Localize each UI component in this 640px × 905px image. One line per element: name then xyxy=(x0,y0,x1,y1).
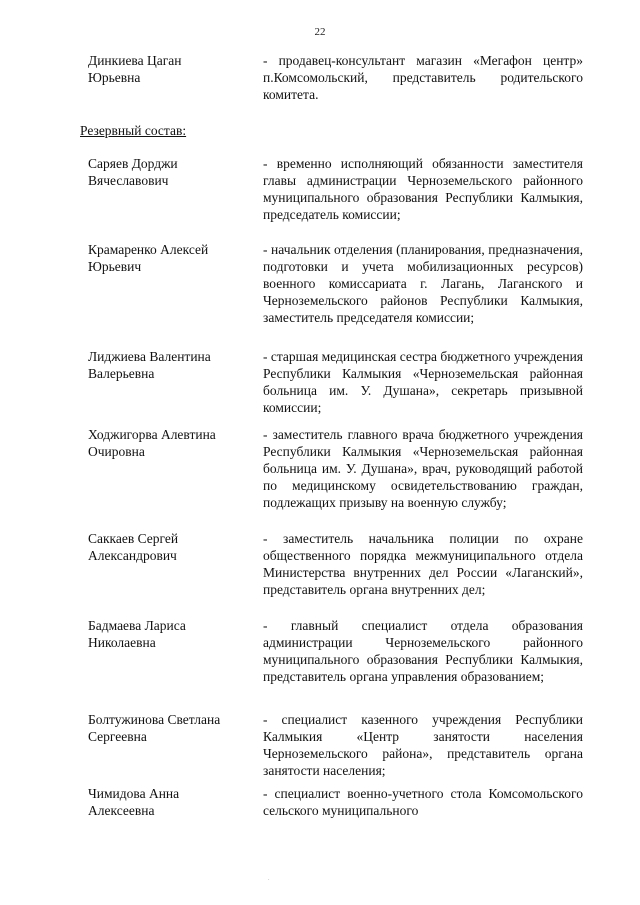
member-name: Бадмаева Лариса Николаевна xyxy=(88,618,186,650)
member-name: Крамаренко Алексей Юрьевич xyxy=(88,242,209,274)
member-role: - продавец-консультант магазин «Мегафон центр» п.Комсомольский, представитель родительского комитета. xyxy=(263,53,583,102)
member-role: - специалист военно-учетного стола Комсомольского сельского муниципального xyxy=(263,786,583,818)
member-role: - заместитель главного врача бюджетного учреждения Республики Калмыкия «Черноземельская районная больница им. У. Душана», врач, руководящий работой по медицинскому освидетельствованию граждан, подлежащих призыву на военную службу; xyxy=(263,427,583,510)
page-number: 22 xyxy=(314,26,326,38)
member-role: - начальник отделения (планирования, предназначения, подготовки и учета мобилизационных ресурсов) военного комиссариата г. Лагань, Лаганского и Черноземельского районов Республики Калмыкия, заместитель председателя комиссии; xyxy=(263,242,583,325)
scan-speck: . xyxy=(268,876,270,882)
member-name: Лиджиева Валентина Валерьевна xyxy=(88,349,211,381)
member-name: Ходжигорва Алевтина Очировна xyxy=(88,427,216,459)
member-name: Болтужинова Светлана Сергеевна xyxy=(88,712,221,744)
member-name: Динкиева Цаган Юрьевна xyxy=(88,53,182,85)
member-role: - главный специалист отдела образования администрации Черноземельского районного муниципального образования Республики Калмыкия, представитель органа управления образованием; xyxy=(263,618,583,684)
member-role: - заместитель начальника полиции по охране общественного порядка межмуниципального отдела Министерства внутренних дел России «Лаганский», представитель органа внутренних дел; xyxy=(263,531,583,597)
member-name: Чимидова Анна Алексеевна xyxy=(88,786,180,818)
member-role: - старшая медицинская сестра бюджетного учреждения Республики Калмыкия «Черноземельская районная больница им. У. Душана», секретарь призывной комиссии; xyxy=(263,349,583,415)
member-name: Саккаев Сергей Александрович xyxy=(88,531,179,563)
reserve-heading: Резервный состав: xyxy=(80,123,187,138)
member-role: - специалист казенного учреждения Республики Калмыкия «Центр занятости населения Черноземельского района», представитель органа занятости населения; xyxy=(263,712,583,778)
member-role: - временно исполняющий обязанности заместителя главы администрации Черноземельского районного муниципального образования Республики Калмыкия, председатель комиссии; xyxy=(263,156,583,222)
member-name: Саряев Дорджи Вячеславович xyxy=(88,156,178,188)
